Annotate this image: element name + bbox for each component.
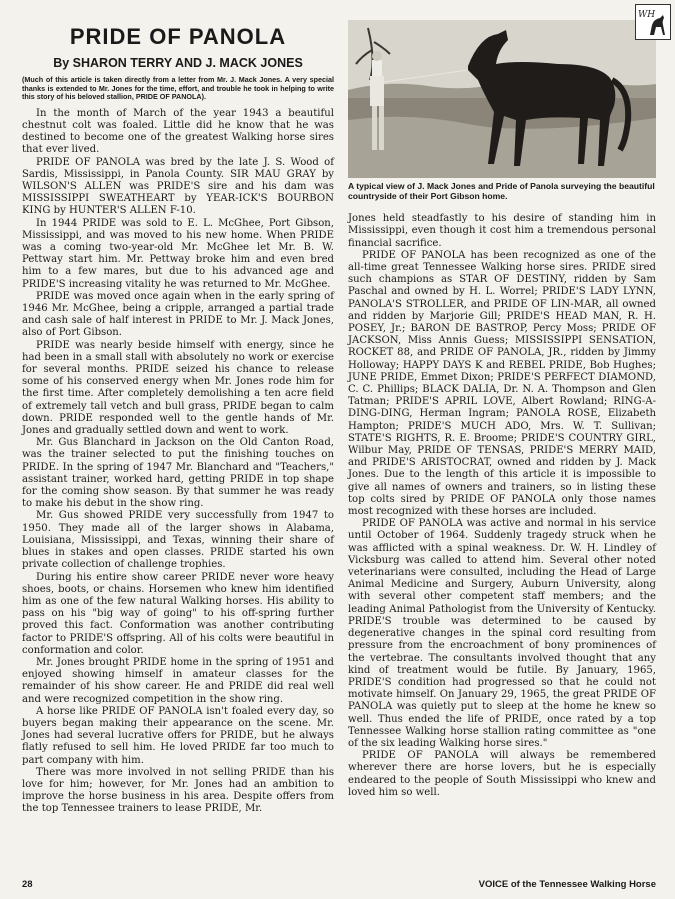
horse-photo xyxy=(348,20,656,178)
left-column xyxy=(22,20,334,816)
magazine-title: VOICE of the Tennessee Walking Horse xyxy=(478,879,656,890)
paragraph: A horse like PRIDE OF PANOLA isn't foaled every day, so buyers began making their appearance on the scene. Mr. Jones had several lucrative offers for PRIDE, but he always flatly refused to sell him. He loved PRIDE far too much to part company with him. xyxy=(22,705,334,766)
paragraph: PRIDE was nearly beside himself with energy, since he had been in a small stall with absolutely no work or exercise for several months. PRIDE seized his chance to release some of his conserved energy when Mr. Jones rode him for the first time. After completely demolishing a ten acre field of extremely tall vetch and bull grass, PRIDE began to calm down. PRIDE responded well to the gentle hands of Mr. Jones and gradually settled down and went to work. xyxy=(22,339,334,437)
paragraph: In the month of March of the year 1943 a beautiful chestnut colt was foaled. Little did he know that he was destined to become one of the greatest Walking horse sires that ever lived. xyxy=(22,107,334,156)
magazine-logo xyxy=(635,4,671,40)
left-body-text xyxy=(22,108,334,816)
paragraph: PRIDE OF PANOLA has been recognized as one of the all-time great Tennessee Walking horse sires. PRIDE sired such champions as STAR OF DESTINY, ridden by Sam Paschal and owned by H. L. Worrel; PRIDE'S LADY LYNN, PANOLA'S STROLLER, and PRIDE OF LIN-MAR, all owned and ridden by Marjorie Gill; PRIDE'S HEAD MAN, R. H. POSEY, Jr.; BARON DE BASTROP, Percy Moss; PRIDE OF JACKSON, Miss Annis Guess; MISSISSIPPI SENSATION, ROCKET 88, and PRIDE OF PANOLA, JR., ridden by Jimmy Holloway; HAPPY DAYS K and REBEL PRIDE, Bob Hughes; JUNE PRIDE, Emmet Dixon; PRIDE'S PERFECT DIAMOND, C. C. Phillips; BLACK DALIA, Dr. N. A. Thompson and Glen Tatman; PRIDE'S APRIL LOVE, Albert Rowland; RING-A-DING-DING, Herman Ingram; PANOLA ROSE, Elizabeth Hampton; PRIDE'S MUCH ADO, Mrs. W. T. Sullivan; STATE'S RIGHTS, R. E. Broome; PRIDE'S COUNTRY GIRL, Wilbur May, PRIDE OF TENSAS, PRIDE'S MERRY MAID, and PRIDE'S ARISTOCRAT, owned and ridden by J. Mack Jones. Due to the length of this article it is impossible to give all names of owners and trainers, so in listing these top colts sired by PRIDE OF PANOLA only those names most recognized with these horses are included. xyxy=(348,249,656,518)
paragraph: Jones held steadfastly to his desire of standing him in Mississippi, even though it cost him a tremendous personal financial sacrifice. xyxy=(348,213,656,249)
paragraph: Mr. Jones brought PRIDE home in the spring of 1951 and enjoyed showing himself in amateur classes for the remainder of his show career. He and PRIDE did real well and were recognized competition in the show ring. xyxy=(22,656,334,705)
photo-caption: A typical view of J. Mack Jones and Pride of Panola surveying the beautiful countryside of their Port Gibson home. xyxy=(348,181,655,201)
editor-note: (Much of this article is taken directly from a letter from Mr. J. Mack Jones. A very special thanks is extended to Mr. Jones for the time, effort, and trouble he took in helping to write this story of his beloved stallion, PRIDE OF PANOLA). xyxy=(22,75,334,102)
walking-horse-logo-icon xyxy=(636,5,669,38)
paragraph: Mr. Gus showed PRIDE very successfully from 1947 to 1950. They made all of the larger shows in Alabama, Louisiana, Mississippi, and Texas, winning their share of blues in stakes and open classes. PRIDE started his own private collection of challenge trophies. xyxy=(22,510,334,571)
article-title: PRIDE OF PANOLA xyxy=(69,24,287,49)
paragraph: During his entire show career PRIDE never wore heavy shoes, boots, or chains. Horsemen who knew him identified him as one of the few natural Walking horses. His ability to pass on his "big way of going" to his off-spring further proved this fact. Conformation was another contributing factor to PRIDE'S offspring. All of his colts were beautiful in conformation and color. xyxy=(22,571,334,656)
page-number: 28 xyxy=(22,879,33,890)
paragraph: PRIDE OF PANOLA will always be remembered wherever there are horse lovers, but he is especially endeared to the people of South Mississippi who knew and loved him so well. xyxy=(348,750,656,798)
paragraph: There was more involved in not selling PRIDE than his love for him; however, for Mr. Jones had an ambition to improve the horse business in his area. Despite offers from the top Tennessee trainers to lease PRIDE, Mr. xyxy=(22,766,334,815)
paragraph: PRIDE OF PANOLA was bred by the late J. S. Wood of Sardis, Mississippi, in Panola County. SIR MAU GRAY by WILSON'S ALLEN was PRIDE'S sire and his dam was MISSISSIPPI SWEATHEART by YEAR-ICK'S BOURBON KING by HUNTER'S ALLEN F-10. xyxy=(22,156,334,217)
right-column xyxy=(348,20,656,799)
paragraph: PRIDE OF PANOLA was active and normal in his service until October of 1964. Suddenly tragedy struck when he was afflicted with a spinal weakness. Dr. W. H. Lindley of Vicksburg was called to attend him. Several other noted veterinarians were consulted, including the Head of Large Animal Medicine and Surgery, Auburn University, along with several other competent staff members; and the leading Animal Pathologist from the University of Kentucky. PRIDE'S trouble was determined to be caused by degenerative changes in the spinal cord resulting from pressure from the encroachment of bony prominences of the vertebrae. The consultants involved thought that any kind of treatment would be futile. By January, 1965, PRIDE'S condition had progressed so that he could not motivate himself. On January 29, 1965, the great PRIDE OF PANOLA was quietly put to sleep at the home he knew so well. Thus ended the life of PRIDE, once rated by a top Tennessee Walking horse stallion rating committee as "one of the six leading Walking horse sires." xyxy=(348,518,656,749)
right-body-text xyxy=(348,213,656,799)
paragraph: In 1944 PRIDE was sold to E. L. McGhee, Port Gibson, Mississippi, and was moved to his new home. When PRIDE was a coming two-year-old Mr. McGhee let Mr. B. W. Pettway start him. Mr. Pettway broke him and even bred him to a few mares, but due to his advanced age and PRIDE'S increasing vitality he was returned to Mr. McGhee. xyxy=(22,217,334,290)
paragraph: Mr. Gus Blanchard in Jackson on the Old Canton Road, was the trainer selected to put the finishing touches on PRIDE. In the spring of 1947 Mr. Blanchard and "Teachers," assistant trainer, worked hard, getting PRIDE in top shape for the coming show season. By that summer he was ready to make his debut in the show ring. xyxy=(22,437,334,510)
article-byline: By SHARON TERRY AND J. MACK JONES xyxy=(53,56,303,70)
paragraph: PRIDE was moved once again when in the early spring of 1946 Mr. McGhee, being a cripple, arranged a partial trade and cash sale of half interest in PRIDE to Mr. J. Mack Jones, also of Port Gibson. xyxy=(22,290,334,339)
svg-text:WH: WH xyxy=(638,10,656,20)
horse-and-handler-illustration xyxy=(348,20,656,178)
